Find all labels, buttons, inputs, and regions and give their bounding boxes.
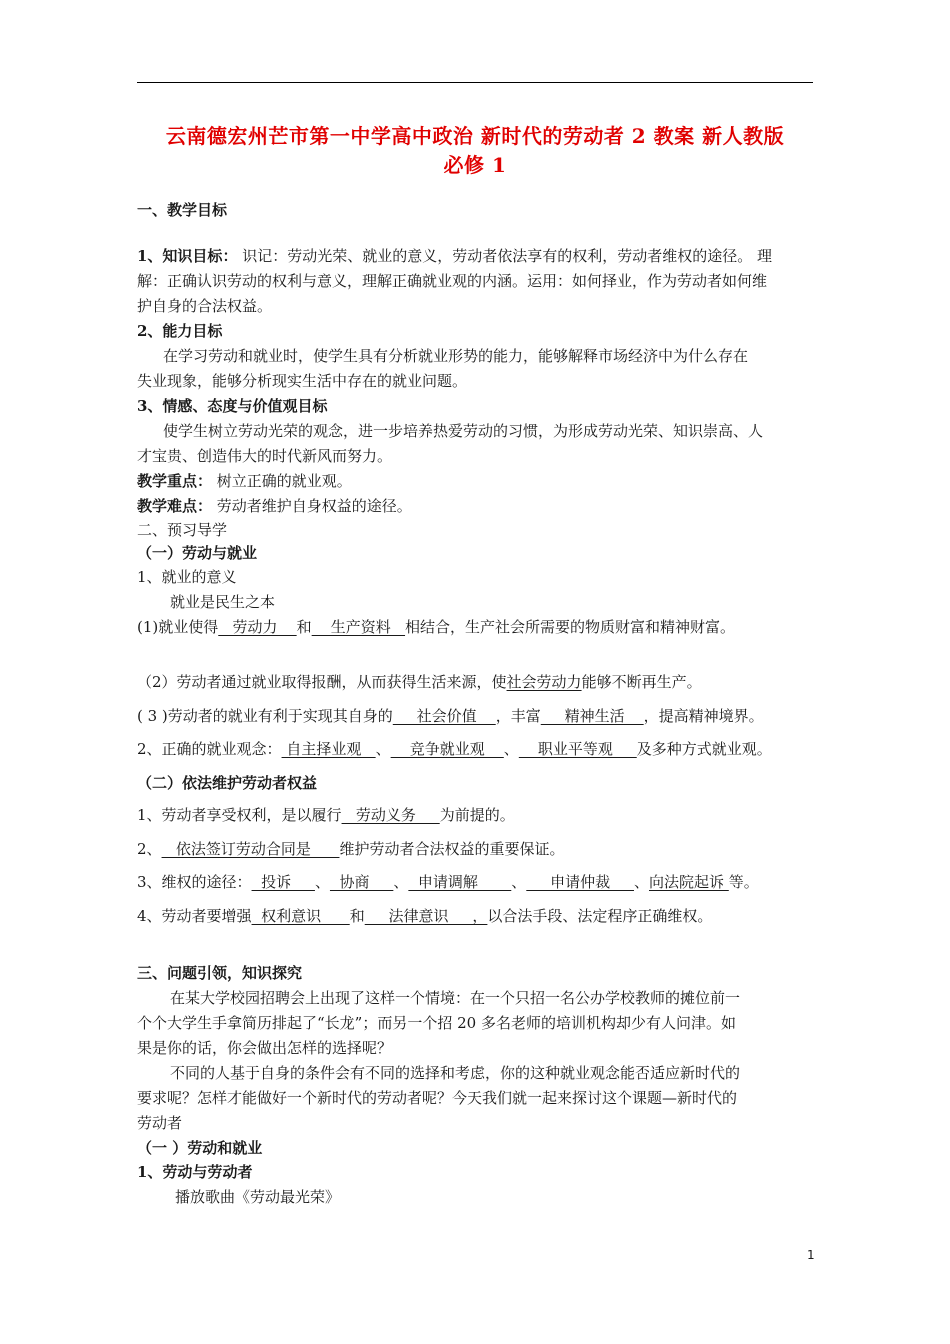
blank-answer: 精神生活 xyxy=(540,707,644,725)
text: ( 3 )劳动者的就业有利于实现其自身的 xyxy=(137,707,393,725)
key-point-text: 树立正确的就业观。 xyxy=(212,472,352,490)
header-rule xyxy=(137,82,813,83)
blank-answer: 生产资料 xyxy=(311,618,406,636)
text: 以合法手段、法定程序正确维权。 xyxy=(487,907,713,925)
text: 相结合，生产社会所需要的物质财富和精神财富。 xyxy=(405,618,736,636)
blank-answer: 依法签订劳动合同是 xyxy=(161,840,340,858)
blank-answer: 自主择业观 xyxy=(281,740,376,758)
blank-answer: 法律意识 ， xyxy=(364,907,488,925)
intro-line-1: 不同的人基于自身的条件会有不同的选择和考虑，你的这种就业观念能否适应新时代的 xyxy=(170,1064,741,1082)
rights-line-2 xyxy=(137,838,564,860)
text: 2、正确的就业观念： xyxy=(137,740,282,758)
text: 及多种方式就业观。 xyxy=(636,740,772,758)
knowledge-goal-label: 1、知识目标： xyxy=(137,247,238,265)
fill-line-2 xyxy=(137,671,702,693)
blank-answer: 协商 xyxy=(329,873,394,891)
rights-line-1 xyxy=(137,804,515,826)
blank-answer: 向法院起诉 xyxy=(649,873,729,891)
text: 为前提的。 xyxy=(439,806,515,824)
knowledge-goal-line-3: 护自身的合法权益。 xyxy=(137,297,273,315)
text: (1)就业使得 xyxy=(137,618,219,636)
knowledge-goal-text: 识记：劳动光荣、就业的意义，劳动者依法享有的权利，劳动者维权的途径。 理 xyxy=(237,247,772,265)
subsection-labor-and-employment: （一 ）劳动和就业 xyxy=(137,1139,263,1157)
section-2-heading: 二、预习导学 xyxy=(137,521,228,539)
text: ，提高精神境界。 xyxy=(643,707,764,725)
text: 、 xyxy=(375,740,391,758)
key-point-label: 教学重点： xyxy=(137,472,213,490)
intro-line-3: 劳动者 xyxy=(137,1114,183,1132)
document-title xyxy=(120,122,830,180)
fill-line-4 xyxy=(137,738,772,760)
blank-answer: 职业平等观 xyxy=(518,740,637,758)
text: （2）劳动者通过就业取得报酬，从而获得生活来源，使 xyxy=(137,673,507,691)
subsection-rights: （二）依法维护劳动者权益 xyxy=(137,774,318,792)
blank-answer: 社会价值 xyxy=(392,707,496,725)
ability-goal-line-2: 失业现象，能够分析现实生活中存在的就业问题。 xyxy=(137,372,468,390)
text: 、 xyxy=(314,873,330,891)
scenario-line-1: 在某大学校园招聘会上出现了这样一个情境：在一个只招一名公办学校教师的摊位前一 xyxy=(170,989,741,1007)
text: 、 xyxy=(633,873,649,891)
rights-line-4 xyxy=(137,905,712,927)
title-line-2: 必修 1 xyxy=(443,153,507,177)
text: 4、劳动者要增强 xyxy=(137,907,252,925)
page-number: 1 xyxy=(807,1248,815,1262)
fill-line-1 xyxy=(137,616,735,638)
text: 2、 xyxy=(137,840,162,858)
intro-line-2: 要求呢？怎样才能做好一个新时代的劳动者呢？今天我们就一起来探讨这个课题—新时代的 xyxy=(137,1089,738,1107)
blank-answer: 劳动力 xyxy=(218,618,297,636)
song-line: 播放歌曲《劳动最光荣》 xyxy=(175,1188,341,1206)
ability-goal-heading: 2、能力目标 xyxy=(137,322,223,340)
text: 能够不断再生产。 xyxy=(581,673,702,691)
section-1-heading: 一、教学目标 xyxy=(137,201,228,219)
title-line-1: 云南德宏州芒市第一中学高中政治 新时代的劳动者 2 教案 新人教版 xyxy=(165,124,785,148)
blank-answer: 申请调解 xyxy=(408,873,512,891)
text: 、 xyxy=(503,740,519,758)
emotion-goal-line-2: 才宝贵、创造伟大的时代新风而努力。 xyxy=(137,447,393,465)
section-3-heading: 三、问题引领，知识探究 xyxy=(137,964,303,982)
item-labor-and-laborer: 1、劳动与劳动者 xyxy=(137,1163,253,1181)
blank-answer: 社会劳动力 xyxy=(506,673,582,691)
employment-livelihood: 就业是民生之本 xyxy=(170,593,276,611)
blank-answer: 权利意识 xyxy=(251,907,350,925)
blank-answer: 竞争就业观 xyxy=(390,740,504,758)
text: 维护劳动者合法权益的重要保证。 xyxy=(339,840,565,858)
item-employment-meaning: 1、就业的意义 xyxy=(137,568,237,586)
text: 、 xyxy=(393,873,409,891)
difficulty-text: 劳动者维护自身权益的途径。 xyxy=(212,497,412,515)
blank-answer: 投诉 xyxy=(251,873,315,891)
rights-line-3 xyxy=(137,871,759,893)
teaching-difficulty xyxy=(137,495,412,517)
teaching-key-point xyxy=(137,470,352,492)
text: ，丰富 xyxy=(495,707,541,725)
text: 和 xyxy=(349,907,365,925)
text: 1、劳动者享受权利，是以履行 xyxy=(137,806,342,824)
text: 3、维权的途径： xyxy=(137,873,252,891)
text: 和 xyxy=(296,618,312,636)
emotion-goal-line-1: 使学生树立劳动光荣的观念，进一步培养热爱劳动的习惯，为形成劳动光荣、知识崇高、人 xyxy=(163,422,764,440)
blank-answer: 申请仲裁 xyxy=(526,873,634,891)
ability-goal-line-1: 在学习劳动和就业时，使学生具有分析就业形势的能力，能够解释市场经济中为什么存在 xyxy=(163,347,749,365)
subsection-labor-employment: （一）劳动与就业 xyxy=(137,544,258,562)
text: 等。 xyxy=(728,873,759,891)
difficulty-label: 教学难点： xyxy=(137,497,213,515)
emotion-goal-heading: 3、情感、态度与价值观目标 xyxy=(137,397,328,415)
blank-answer: 劳动义务 xyxy=(341,806,440,824)
knowledge-goal-line-2: 解：正确认识劳动的权利与意义，理解正确就业观的内涵。运用：如何择业，作为劳动者如何维 xyxy=(137,272,768,290)
text: 、 xyxy=(511,873,527,891)
fill-line-3 xyxy=(137,705,764,727)
knowledge-goal-line-1 xyxy=(137,245,772,267)
scenario-line-2: 个个大学生手拿简历排起了“长龙”；而另一个招 20 多名老师的培训机构却少有人问津。如 xyxy=(137,1014,736,1032)
scenario-line-3: 果是你的话，你会做出怎样的选择呢？ xyxy=(137,1039,393,1057)
